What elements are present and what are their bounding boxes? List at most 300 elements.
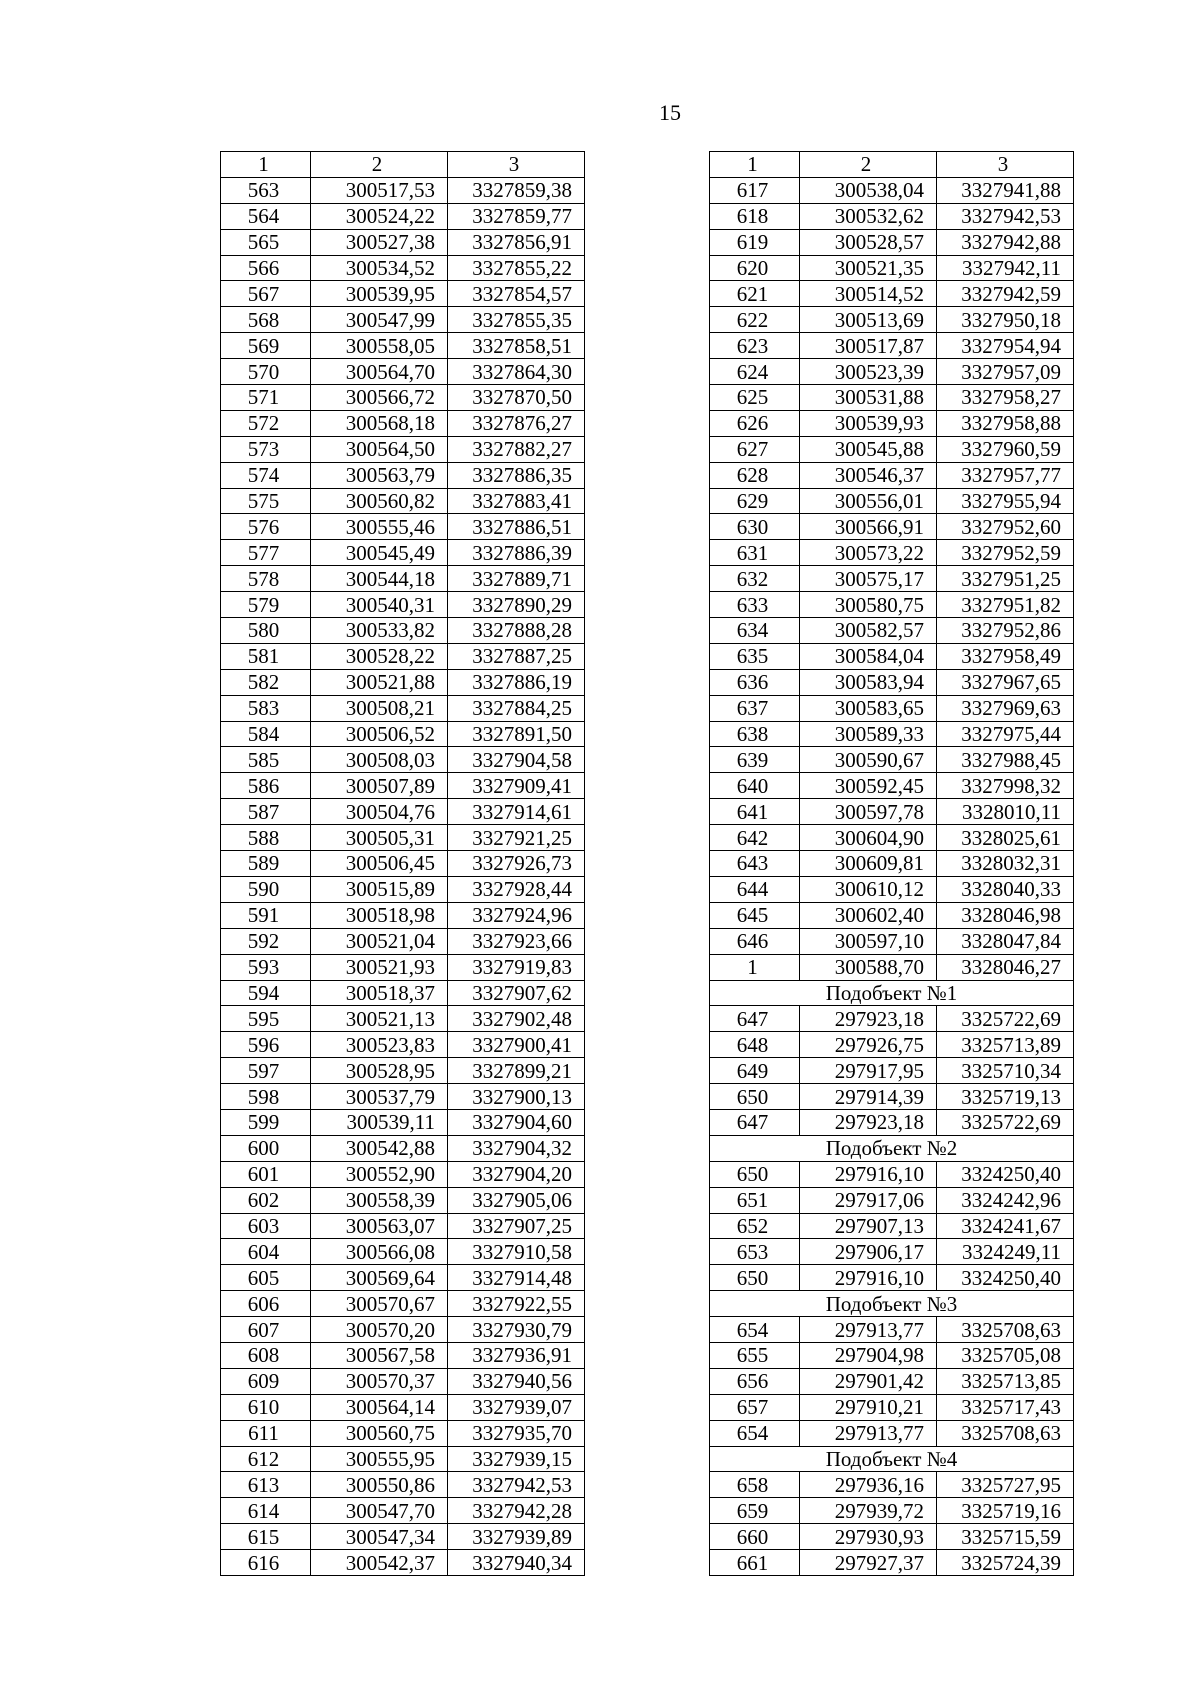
coordinate-y: 3327855,35: [448, 307, 585, 333]
column-header-2: 2: [800, 152, 937, 178]
table-row: [710, 747, 1074, 773]
coordinate-y: 3325717,43: [937, 1394, 1074, 1420]
table-row: [221, 1135, 585, 1161]
coordinate-y: 3327942,53: [448, 1472, 585, 1498]
table-row: [710, 488, 1074, 514]
coordinate-y: 3324250,40: [937, 1161, 1074, 1187]
coordinate-y: 3328046,27: [937, 954, 1074, 980]
coordinate-x: 300555,46: [311, 514, 448, 540]
point-number: 641: [710, 799, 800, 825]
coordinate-y: 3324250,40: [937, 1265, 1074, 1291]
table-row: [710, 1498, 1074, 1524]
point-number: 659: [710, 1498, 800, 1524]
coordinate-y: 3327886,39: [448, 540, 585, 566]
coordinate-x: 300528,95: [311, 1058, 448, 1084]
table-row: [710, 928, 1074, 954]
point-number: 633: [710, 592, 800, 618]
point-number: 605: [221, 1265, 311, 1291]
table-row: [221, 203, 585, 229]
coordinate-x: 300592,45: [800, 773, 937, 799]
coordinate-x: 300545,49: [311, 540, 448, 566]
point-number: 581: [221, 643, 311, 669]
coordinate-x: 300568,18: [311, 410, 448, 436]
point-number: 625: [710, 385, 800, 411]
coordinate-x: 300546,37: [800, 462, 937, 488]
point-number: 588: [221, 825, 311, 851]
table-row: [221, 1524, 585, 1550]
table-row: [221, 876, 585, 902]
coordinate-y: 3327900,41: [448, 1032, 585, 1058]
point-number: 568: [221, 307, 311, 333]
coordinate-x: 300508,21: [311, 695, 448, 721]
point-number: 580: [221, 618, 311, 644]
coordinate-x: 297916,10: [800, 1161, 937, 1187]
coordinate-x: 300542,88: [311, 1135, 448, 1161]
point-number: 661: [710, 1550, 800, 1576]
coordinate-x: 300563,07: [311, 1213, 448, 1239]
table-row: [710, 592, 1074, 618]
table-row: [221, 669, 585, 695]
point-number: 585: [221, 747, 311, 773]
table-row: [221, 1187, 585, 1213]
point-number: 606: [221, 1291, 311, 1317]
subobject-heading: Подобъект №2: [710, 1135, 1074, 1161]
point-number: 567: [221, 281, 311, 307]
coordinate-y: 3325705,08: [937, 1342, 1074, 1368]
coordinate-x: 300517,53: [311, 177, 448, 203]
coordinate-y: 3327904,60: [448, 1109, 585, 1135]
coordinate-x: 297927,37: [800, 1550, 937, 1576]
table-row: [710, 1550, 1074, 1576]
coordinate-y: 3327942,88: [937, 229, 1074, 255]
subobject-heading: Подобъект №3: [710, 1291, 1074, 1317]
subobject-heading-row: [710, 1135, 1074, 1161]
coordinate-y: 3327887,25: [448, 643, 585, 669]
table-row: [221, 1394, 585, 1420]
coordinate-x: 300552,90: [311, 1161, 448, 1187]
coordinate-x: 297914,39: [800, 1084, 937, 1110]
coordinate-y: 3327960,59: [937, 436, 1074, 462]
coordinate-x: 300566,08: [311, 1239, 448, 1265]
table-row: [221, 177, 585, 203]
point-number: 586: [221, 773, 311, 799]
table-row: [221, 1498, 585, 1524]
subobject-heading: Подобъект №4: [710, 1446, 1074, 1472]
table-row: [710, 695, 1074, 721]
coordinate-y: 3325722,69: [937, 1109, 1074, 1135]
coordinate-x: 300547,70: [311, 1498, 448, 1524]
table-row: [221, 1550, 585, 1576]
table-row: [221, 410, 585, 436]
coordinate-x: 297917,95: [800, 1058, 937, 1084]
coordinate-x: 300531,88: [800, 385, 937, 411]
table-row: [710, 1472, 1074, 1498]
coordinate-y: 3327942,59: [937, 281, 1074, 307]
column-header-3: 3: [937, 152, 1074, 178]
coordinate-y: 3327942,28: [448, 1498, 585, 1524]
point-number: 584: [221, 721, 311, 747]
coordinate-x: 300521,88: [311, 669, 448, 695]
table-row: [221, 359, 585, 385]
coordinate-x: 300539,95: [311, 281, 448, 307]
coordinate-x: 297917,06: [800, 1187, 937, 1213]
coordinate-y: 3327886,51: [448, 514, 585, 540]
point-number: 572: [221, 410, 311, 436]
coordinate-x: 300567,58: [311, 1342, 448, 1368]
table-row: [221, 385, 585, 411]
coordinate-y: 3328040,33: [937, 876, 1074, 902]
coordinate-x: 300545,88: [800, 436, 937, 462]
coordinate-x: 300504,76: [311, 799, 448, 825]
coordinate-y: 3327958,27: [937, 385, 1074, 411]
coordinate-x: 300597,78: [800, 799, 937, 825]
table-row: [710, 1342, 1074, 1368]
table-row: [710, 1394, 1074, 1420]
table-row: [710, 669, 1074, 695]
table-row: [221, 825, 585, 851]
coordinate-y: 3327909,41: [448, 773, 585, 799]
coordinate-y: 3327904,58: [448, 747, 585, 773]
coordinate-x: 297926,75: [800, 1032, 937, 1058]
table-row: [710, 643, 1074, 669]
coordinate-x: 300610,12: [800, 876, 937, 902]
coordinate-x: 300556,01: [800, 488, 937, 514]
coordinate-x: 300564,70: [311, 359, 448, 385]
coordinate-y: 3327914,48: [448, 1265, 585, 1291]
point-number: 598: [221, 1084, 311, 1110]
point-number: 650: [710, 1265, 800, 1291]
coordinate-x: 300544,18: [311, 566, 448, 592]
point-number: 578: [221, 566, 311, 592]
coordinate-y: 3327957,77: [937, 462, 1074, 488]
coordinate-x: 300560,75: [311, 1420, 448, 1446]
table-row: [710, 1317, 1074, 1343]
coordinate-x: 300537,79: [311, 1084, 448, 1110]
coordinate-x: 300570,20: [311, 1317, 448, 1343]
point-number: 660: [710, 1524, 800, 1550]
point-number: 564: [221, 203, 311, 229]
point-number: 645: [710, 902, 800, 928]
coordinate-x: 300589,33: [800, 721, 937, 747]
point-number: 636: [710, 669, 800, 695]
coordinate-y: 3327891,50: [448, 721, 585, 747]
coordinate-y: 3324241,67: [937, 1213, 1074, 1239]
table-row: [710, 281, 1074, 307]
point-number: 609: [221, 1368, 311, 1394]
coordinate-x: 300569,64: [311, 1265, 448, 1291]
coordinate-x: 297907,13: [800, 1213, 937, 1239]
point-number: 619: [710, 229, 800, 255]
table-row: [221, 1006, 585, 1032]
coordinate-x: 300564,14: [311, 1394, 448, 1420]
table-header-row: [221, 152, 585, 178]
table-row: [221, 436, 585, 462]
coordinate-y: 3325713,89: [937, 1032, 1074, 1058]
table-row: [221, 695, 585, 721]
table-row: [710, 1109, 1074, 1135]
table-row: [221, 1213, 585, 1239]
point-number: 569: [221, 333, 311, 359]
column-header-1: 1: [221, 152, 311, 178]
coordinate-x: 300523,39: [800, 359, 937, 385]
coordinate-x: 297923,18: [800, 1006, 937, 1032]
coordinate-x: 300584,04: [800, 643, 937, 669]
coordinate-x: 300563,79: [311, 462, 448, 488]
point-number: 643: [710, 851, 800, 877]
point-number: 602: [221, 1187, 311, 1213]
point-number: 621: [710, 281, 800, 307]
table-row: [710, 540, 1074, 566]
table-row: [221, 1472, 585, 1498]
table-row: [710, 1084, 1074, 1110]
point-number: 651: [710, 1187, 800, 1213]
coordinate-x: 300582,57: [800, 618, 937, 644]
table-row: [221, 1239, 585, 1265]
coordinate-x: 300539,93: [800, 410, 937, 436]
coordinate-x: 300514,52: [800, 281, 937, 307]
coordinate-x: 300528,57: [800, 229, 937, 255]
table-row: [710, 1420, 1074, 1446]
coordinate-y: 3327904,20: [448, 1161, 585, 1187]
point-number: 650: [710, 1084, 800, 1110]
coordinate-x: 300521,04: [311, 928, 448, 954]
point-number: 648: [710, 1032, 800, 1058]
coordinate-y: 3327939,15: [448, 1446, 585, 1472]
point-number: 583: [221, 695, 311, 721]
point-number: 607: [221, 1317, 311, 1343]
coordinate-y: 3327940,34: [448, 1550, 585, 1576]
coordinate-y: 3327930,79: [448, 1317, 585, 1343]
coordinate-x: 300580,75: [800, 592, 937, 618]
point-number: 650: [710, 1161, 800, 1187]
point-number: 603: [221, 1213, 311, 1239]
coordinate-x: 300539,11: [311, 1109, 448, 1135]
point-number: 639: [710, 747, 800, 773]
point-number: 631: [710, 540, 800, 566]
table-row: [221, 514, 585, 540]
table-row: [710, 410, 1074, 436]
coordinate-y: 3327942,11: [937, 255, 1074, 281]
table-row: [710, 799, 1074, 825]
point-number: 582: [221, 669, 311, 695]
table-row: [221, 566, 585, 592]
point-number: 571: [221, 385, 311, 411]
point-number: 595: [221, 1006, 311, 1032]
coordinate-y: 3325722,69: [937, 1006, 1074, 1032]
coordinate-x: 300547,99: [311, 307, 448, 333]
table-row: [221, 1420, 585, 1446]
table-row: [710, 773, 1074, 799]
coordinate-y: 3327854,57: [448, 281, 585, 307]
coordinate-y: 3327902,48: [448, 1006, 585, 1032]
point-number: 640: [710, 773, 800, 799]
coordinate-y: 3327856,91: [448, 229, 585, 255]
table-row: [710, 255, 1074, 281]
coordinate-y: 3327967,65: [937, 669, 1074, 695]
coordinate-x: 300507,89: [311, 773, 448, 799]
coordinate-y: 3327935,70: [448, 1420, 585, 1446]
point-number: 613: [221, 1472, 311, 1498]
table-row: [710, 954, 1074, 980]
point-number: 620: [710, 255, 800, 281]
column-header-1: 1: [710, 152, 800, 178]
point-number: 654: [710, 1317, 800, 1343]
table-row: [710, 721, 1074, 747]
coordinate-y: 3327899,21: [448, 1058, 585, 1084]
coordinate-y: 3327955,94: [937, 488, 1074, 514]
subobject-heading-row: [710, 980, 1074, 1006]
table-row: [710, 1058, 1074, 1084]
coordinate-y: 3328010,11: [937, 799, 1074, 825]
point-number: 654: [710, 1420, 800, 1446]
coordinate-x: 300527,38: [311, 229, 448, 255]
point-number: 576: [221, 514, 311, 540]
point-number: 590: [221, 876, 311, 902]
table-row: [710, 618, 1074, 644]
coordinate-y: 3325724,39: [937, 1550, 1074, 1576]
point-number: 574: [221, 462, 311, 488]
point-number: 587: [221, 799, 311, 825]
coordinate-y: 3327884,25: [448, 695, 585, 721]
subobject-heading-row: [710, 1291, 1074, 1317]
table-row: [710, 825, 1074, 851]
coordinate-y: 3327924,96: [448, 902, 585, 928]
table-header-row: [710, 152, 1074, 178]
point-number: 573: [221, 436, 311, 462]
table-row: [221, 928, 585, 954]
coordinate-x: 297939,72: [800, 1498, 937, 1524]
coordinate-x: 300560,82: [311, 488, 448, 514]
coordinate-x: 297910,21: [800, 1394, 937, 1420]
point-number: 655: [710, 1342, 800, 1368]
table-row: [710, 851, 1074, 877]
coordinate-y: 3327905,06: [448, 1187, 585, 1213]
point-number: 597: [221, 1058, 311, 1084]
table-row: [710, 514, 1074, 540]
point-number: 638: [710, 721, 800, 747]
point-number: 608: [221, 1342, 311, 1368]
coordinate-y: 3325708,63: [937, 1317, 1074, 1343]
table-row: [710, 1265, 1074, 1291]
coordinate-x: 300575,17: [800, 566, 937, 592]
coordinate-x: 300558,39: [311, 1187, 448, 1213]
coordinate-x: 300570,37: [311, 1368, 448, 1394]
table-row: [710, 1239, 1074, 1265]
table-row: [221, 799, 585, 825]
coordinate-x: 300517,87: [800, 333, 937, 359]
coordinate-x: 300547,34: [311, 1524, 448, 1550]
coordinate-y: 3327952,60: [937, 514, 1074, 540]
coordinate-y: 3327870,50: [448, 385, 585, 411]
point-number: 604: [221, 1239, 311, 1265]
coordinate-x: 300602,40: [800, 902, 937, 928]
coordinate-y: 3325710,34: [937, 1058, 1074, 1084]
point-number: 575: [221, 488, 311, 514]
coordinate-y: 3327864,30: [448, 359, 585, 385]
coordinate-x: 300528,22: [311, 643, 448, 669]
point-number: 644: [710, 876, 800, 902]
table-row: [710, 1187, 1074, 1213]
point-number: 1: [710, 954, 800, 980]
coordinate-x: 297901,42: [800, 1368, 937, 1394]
point-number: 596: [221, 1032, 311, 1058]
point-number: 635: [710, 643, 800, 669]
coordinate-x: 300609,81: [800, 851, 937, 877]
coordinate-x: 297936,16: [800, 1472, 937, 1498]
point-number: 626: [710, 410, 800, 436]
table-row: [221, 540, 585, 566]
point-number: 612: [221, 1446, 311, 1472]
point-number: 637: [710, 695, 800, 721]
table-row: [710, 462, 1074, 488]
coordinate-x: 300534,52: [311, 255, 448, 281]
point-number: 622: [710, 307, 800, 333]
coordinate-y: 3327936,91: [448, 1342, 585, 1368]
point-number: 601: [221, 1161, 311, 1187]
table-row: [710, 1368, 1074, 1394]
table-row: [710, 876, 1074, 902]
point-number: 647: [710, 1006, 800, 1032]
coordinate-x: 300597,10: [800, 928, 937, 954]
point-number: 624: [710, 359, 800, 385]
coordinate-x: 300521,93: [311, 954, 448, 980]
coordinate-y: 3324249,11: [937, 1239, 1074, 1265]
table-row: [221, 1109, 585, 1135]
table-row: [710, 1032, 1074, 1058]
table-row: [221, 1161, 585, 1187]
coordinate-y: 3328047,84: [937, 928, 1074, 954]
point-number: 563: [221, 177, 311, 203]
coordinate-y: 3327886,19: [448, 669, 585, 695]
point-number: 649: [710, 1058, 800, 1084]
coordinate-y: 3325715,59: [937, 1524, 1074, 1550]
coordinate-x: 300513,69: [800, 307, 937, 333]
point-number: 646: [710, 928, 800, 954]
point-number: 627: [710, 436, 800, 462]
table-row: [221, 721, 585, 747]
coordinate-y: 3327950,18: [937, 307, 1074, 333]
column-header-3: 3: [448, 152, 585, 178]
point-number: 610: [221, 1394, 311, 1420]
point-number: 623: [710, 333, 800, 359]
table-row: [221, 1265, 585, 1291]
coordinate-x: 300540,31: [311, 592, 448, 618]
table-row: [710, 177, 1074, 203]
table-row: [221, 747, 585, 773]
table-row: [221, 954, 585, 980]
table-row: [221, 980, 585, 1006]
table-row: [221, 1368, 585, 1394]
coordinate-x: 300538,04: [800, 177, 937, 203]
coordinate-y: 3328046,98: [937, 902, 1074, 928]
point-number: 592: [221, 928, 311, 954]
table-row: [221, 307, 585, 333]
coordinate-y: 3327921,25: [448, 825, 585, 851]
coordinate-x: 300524,22: [311, 203, 448, 229]
coordinate-x: 297930,93: [800, 1524, 937, 1550]
page-number: 15: [659, 100, 681, 125]
coordinate-x: 297913,77: [800, 1317, 937, 1343]
point-number: 634: [710, 618, 800, 644]
point-number: 611: [221, 1420, 311, 1446]
point-number: 632: [710, 566, 800, 592]
table-row: [221, 281, 585, 307]
point-number: 630: [710, 514, 800, 540]
coordinate-x: 297904,98: [800, 1342, 937, 1368]
coordinate-x: 300570,67: [311, 1291, 448, 1317]
table-row: [710, 436, 1074, 462]
coordinate-x: 297906,17: [800, 1239, 937, 1265]
